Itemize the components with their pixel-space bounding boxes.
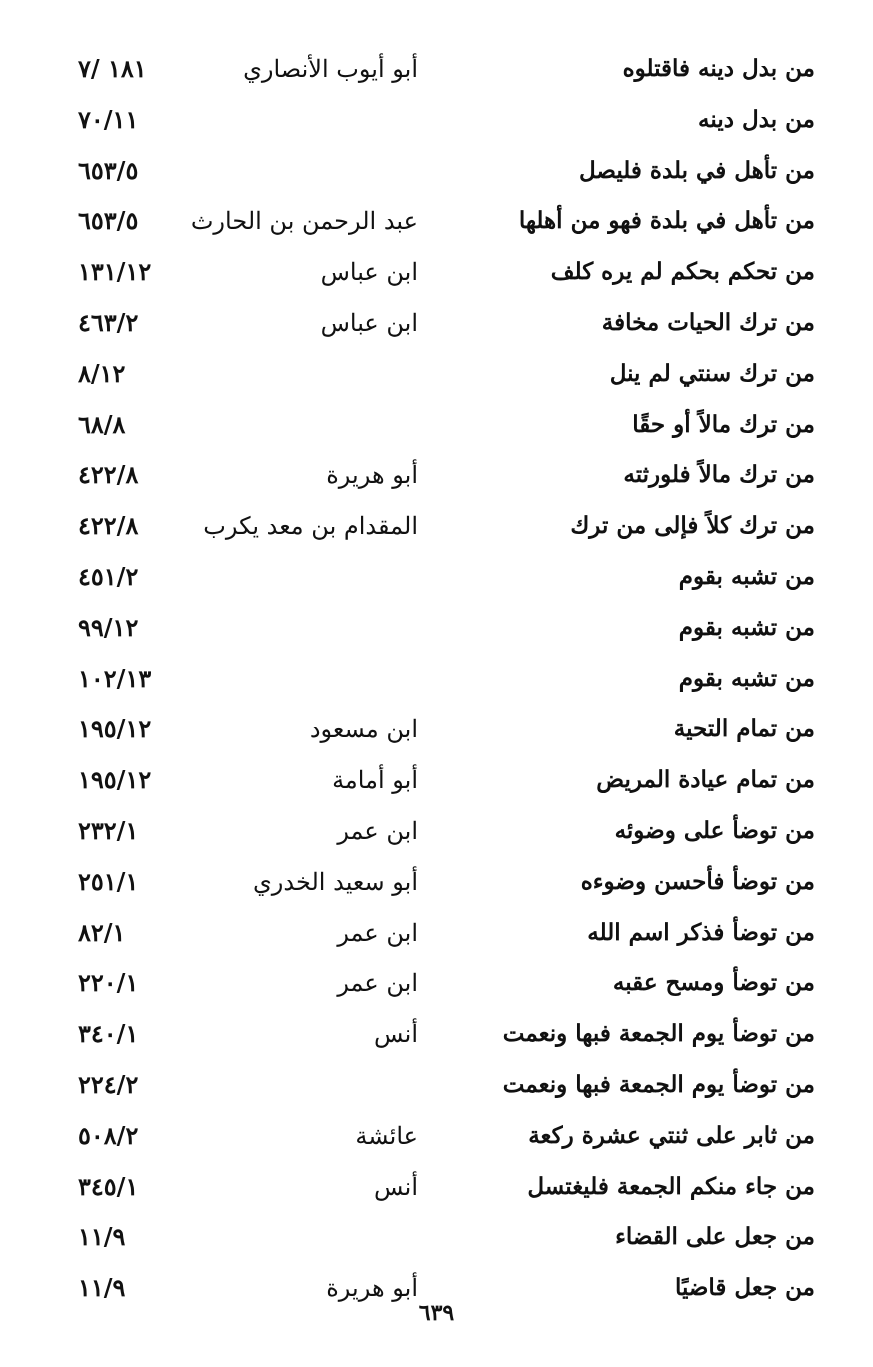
- narrator-name: أبو سعيد الخدري: [253, 867, 418, 896]
- narrator-name: عبد الرحمن بن الحارث: [190, 207, 418, 236]
- volume-page-ref: ٣٤٥/١: [78, 1171, 139, 1201]
- volume-page-ref: ١٠٢/١٣: [78, 663, 152, 693]
- hadith-text: من تمام التحية: [673, 715, 815, 743]
- hadith-text: من بدل دينه: [698, 105, 815, 133]
- hadith-text: من توضأ فأحسن وضوءه: [580, 867, 815, 895]
- hadith-text: من توضأ يوم الجمعة فبها ونعمت: [502, 1020, 815, 1048]
- hadith-text: من جاء منكم الجمعة فليغتسل: [527, 1172, 815, 1200]
- index-row: [0, 1009, 873, 1059]
- index-row: [0, 1212, 873, 1262]
- hadith-text: من ثابر على ثنتي عشرة ركعة: [528, 1121, 815, 1149]
- narrator-name: ابن عمر: [337, 918, 418, 947]
- narrator-name: ابن عمر: [337, 817, 418, 845]
- narrator-name: ابن عباس: [320, 258, 418, 287]
- index-row: [0, 1111, 873, 1161]
- hadith-text: من بدل دينه فاقتلوه: [622, 55, 815, 82]
- volume-page-ref: ٦٥٣/٥: [78, 206, 139, 236]
- volume-page-ref: ٨٢/١: [78, 917, 126, 947]
- narrator-name: أبو أمامة: [332, 766, 418, 795]
- index-row: [0, 95, 873, 145]
- index-row: [0, 400, 873, 450]
- index-row: [0, 958, 873, 1008]
- hadith-text: من ترك الحيات مخافة: [601, 309, 815, 336]
- index-row: [0, 44, 873, 94]
- volume-page-ref: ٦٨/٨: [78, 409, 126, 439]
- index-row: [0, 146, 873, 196]
- volume-page-ref: ٢٢٠/١: [78, 968, 139, 998]
- volume-page-ref: ١٨١ /٧: [78, 54, 147, 83]
- volume-page-ref: ٩٩/١٢: [78, 612, 139, 642]
- index-row: [0, 552, 873, 602]
- hadith-text: من جعل قاضيًا: [674, 1274, 815, 1302]
- narrator-name: أبو أيوب الأنصاري: [243, 55, 418, 83]
- hadith-text: من تشبه بقوم: [678, 664, 815, 692]
- hadith-text: من توضأ يوم الجمعة فبها ونعمت: [502, 1071, 815, 1098]
- index-row: [0, 857, 873, 907]
- hadith-text: من تأهل في بلدة فليصل: [578, 156, 815, 184]
- hadith-text: من ترك مالاً أو حقًا: [632, 410, 815, 438]
- volume-page-ref: ٢٣٢/١: [78, 816, 139, 845]
- hadith-text: من ترك مالاً فلورثته: [623, 461, 815, 489]
- index-row: [0, 298, 873, 348]
- volume-page-ref: ٤٥١/٢: [78, 562, 139, 591]
- index-row: [0, 349, 873, 399]
- narrator-name: أنس: [374, 1020, 418, 1049]
- narrator-name: ابن عباس: [320, 309, 418, 337]
- hadith-text: من تشبه بقوم: [678, 613, 815, 641]
- volume-page-ref: ١٣١/١٢: [78, 257, 152, 287]
- volume-page-ref: ٧٠/١١: [78, 104, 139, 134]
- hadith-text: من تمام عيادة المريض: [596, 766, 815, 794]
- hadith-text: من ترك كلاً فإلى من ترك: [570, 512, 815, 540]
- volume-page-ref: ٥٠٨/٢: [78, 1120, 139, 1150]
- volume-page-ref: ٣٤٠/١: [78, 1019, 139, 1049]
- volume-page-ref: ٦٥٣/٥: [78, 155, 139, 185]
- narrator-name: المقدام بن معد يكرب: [203, 512, 418, 541]
- index-row: [0, 654, 873, 704]
- narrator-name: أبو هريرة: [326, 461, 418, 490]
- narrator-name: عائشة: [355, 1121, 418, 1150]
- volume-page-ref: ١١/٩: [78, 1273, 126, 1303]
- volume-page-ref: ١٩٥/١٢: [78, 765, 152, 795]
- index-row: [0, 1060, 873, 1110]
- index-row: [0, 196, 873, 246]
- index-row: [0, 806, 873, 856]
- hadith-text: من توضأ على وضوئه: [614, 817, 815, 844]
- index-row: [0, 908, 873, 958]
- narrator-name: ابن عمر: [337, 969, 418, 998]
- hadith-text: من تأهل في بلدة فهو من أهلها: [518, 207, 815, 235]
- hadith-text: من جعل على القضاء: [615, 1223, 815, 1251]
- hadith-text: من توضأ ومسح عقبه: [612, 969, 815, 997]
- narrator-name: ابن مسعود: [309, 715, 418, 744]
- index-row: [0, 247, 873, 297]
- narrator-name: أنس: [374, 1172, 418, 1201]
- index-row: [0, 755, 873, 805]
- hadith-text: من تحكم بحكم لم يره كلف: [550, 258, 815, 286]
- hadith-text: من توضأ فذكر اسم الله: [587, 918, 815, 946]
- volume-page-ref: ٨/١٢: [78, 358, 126, 388]
- index-row: [0, 450, 873, 500]
- index-row: [0, 704, 873, 754]
- narrator-name: أبو هريرة: [326, 1274, 418, 1303]
- volume-page-ref: ٢٢٤/٢: [78, 1070, 139, 1099]
- volume-page-ref: ١١/٩: [78, 1222, 126, 1252]
- volume-page-ref: ٢٥١/١: [78, 866, 139, 896]
- index-row: [0, 501, 873, 551]
- page-number: ٦٣٩: [418, 1300, 455, 1326]
- volume-page-ref: ٤٢٢/٨: [78, 460, 139, 490]
- hadith-text: من تشبه بقوم: [678, 563, 815, 590]
- volume-page-ref: ٤٦٣/٢: [78, 308, 139, 337]
- volume-page-ref: ١٩٥/١٢: [78, 714, 152, 744]
- index-row: [0, 1162, 873, 1212]
- hadith-text: من ترك سنتي لم ينل: [609, 359, 815, 387]
- index-row: [0, 603, 873, 653]
- volume-page-ref: ٤٢٢/٨: [78, 511, 139, 541]
